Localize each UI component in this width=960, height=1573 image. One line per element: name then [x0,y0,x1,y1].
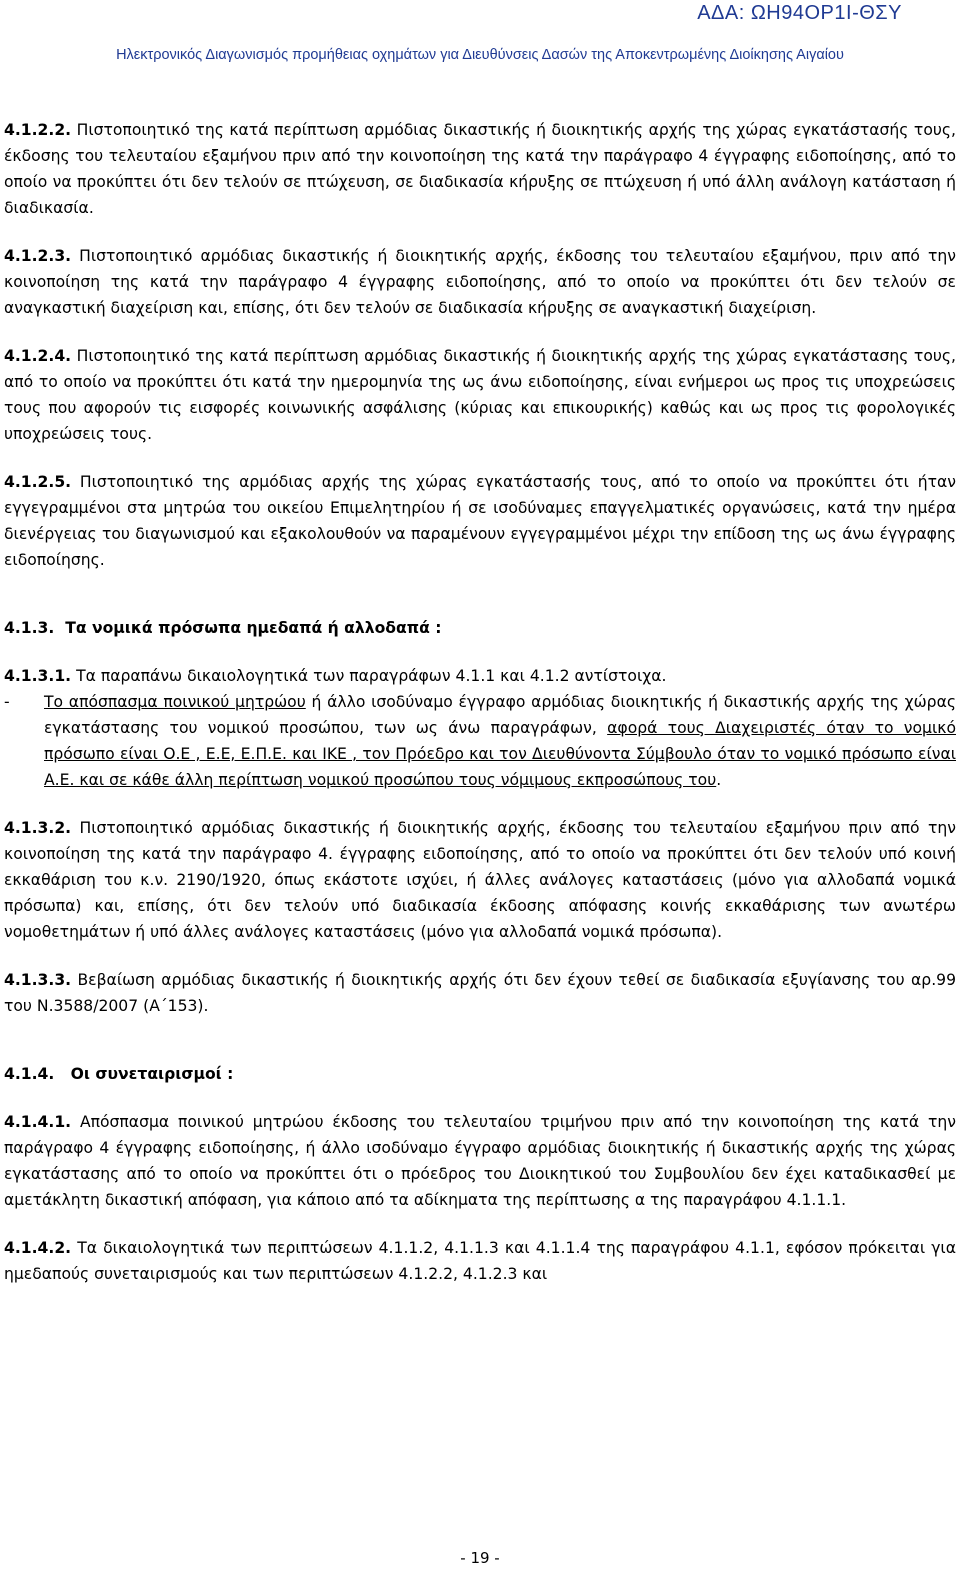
dash-item-text [44,689,956,793]
heading-4-1-4 [4,1061,956,1087]
paragraph-4-1-2-3 [4,243,956,321]
underlined-text: Το απόσπασμα ποινικού μητρώου [44,693,306,711]
heading-4-1-3 [4,615,956,641]
paragraph-text: Πιστοποιητικό αρμόδιας δικαστικής ή διοικητικής αρχής, έκδοσης του τελευταίου εξαμήνου πριν από την κοινοποίηση της κατά την παράγραφο 4. έγγραφης ειδοποίησης, από το οποίο να προκύπτει ότι δεν τελούν υπό κοινή εκκαθάριση του κ.ν. 2190/1920, όπως εκάστοτε ισχύει, ή άλλες ανάλογες καταστάσεις (μόνο για αλλοδαπά νομικά πρόσωπα) και, επίσης, ότι δεν τελούν υπό διαδικασία έκδοσης απόφασης κοινής εκκαθάρισης των ανωτέρω νομοθετημάτων ή υπό άλλες ανάλογες καταστάσεις (μόνο για αλλοδαπά νομικά πρόσωπα). [4,819,956,941]
paragraph-text: Πιστοποιητικό της κατά περίπτωση αρμόδιας δικαστικής ή διοικητικής αρχής της χώρας εγκατάστασής τους, έκδοσης του τελευταίου εξαμήνου πριν από την κοινοποίηση της κατά την παράγραφο 4 έγγραφης ειδοποίησης, από το οποίο να προκύπτει ότι δεν τελούν σε πτώχευση, σε διαδικασία κήρυξης σε πτώχευση ή υπό άλλη ανάλογη κατάσταση ή διαδικασία. [4,121,956,217]
document-body [4,117,956,1287]
page-number: - 19 - [460,1549,500,1567]
paragraph-number: 4.1.2.5. [4,473,72,491]
heading-title: Οι συνεταιρισμοί : [70,1065,234,1083]
paragraph-text: Τα δικαιολογητικά των περιπτώσεων 4.1.1.2, 4.1.1.3 και 4.1.1.4 της παραγράφου 4.1.1, εφόσον πρόκειται για ημεδαπούς συνεταιρισμούς και των περιπτώσεων 4.1.2.2, 4.1.2.3 και [4,1239,956,1283]
plain-text: ή άλλο ισοδύναμο έγγραφο αρμόδιας διοικητικής ή δικαστικής αρχής της χώρας εγκατάστασης του νομικού προσώπου, των ως άνω παραγράφων, [44,693,957,737]
paragraph-text: Πιστοποιητικό της αρμόδιας αρχής της χώρας εγκατάστασής τους, από το οποίο να προκύπτει ότι ήταν εγγεγραμμένοι στα μητρώα του οικείου Επιμελητηρίου ή σε ισοδύναμες επαγγελματικές οργανώσεις, κατά την ημέρα διενέργειας του διαγωνισμού και εξακολουθούν να παραμένουν εγγεγραμμένοι μέχρι την επίδοση της ως άνω έγγραφης ειδοποίησης. [4,473,956,569]
paragraph-text: Απόσπασμα ποινικού μητρώου έκδοσης του τελευταίου τριμήνου πριν από την κοινοποίηση της κατά την παράγραφο 4 έγγραφης ειδοποίησης, ή άλλο ισοδύναμο έγγραφο αρμόδιας διοικητικής ή δικαστικής αρχής της χώρας εγκατάστασης από το οποίο να προκύπτει ότι ο πρόεδρος του Διοικητικού του Συμβουλίου δεν έχει καταδικασθεί με αμετάκλητη δικαστική απόφαση, για κάποιο από τα αδίκηματα της περίπτωσης α της παραγράφου 4.1.1.1. [4,1113,956,1209]
paragraph-number: 4.1.3.1. [4,667,72,685]
heading-number: 4.1.3. [4,619,55,637]
paragraph-4-1-2-4 [4,343,956,447]
paragraph-4-1-4-2 [4,1235,956,1287]
paragraph-number: 4.1.4.1. [4,1113,72,1131]
paragraph-number: 4.1.2.4. [4,347,72,365]
paragraph-text: Πιστοποιητικό της κατά περίπτωση αρμόδιας δικαστικής ή διοικητικής αρχής της χώρας εγκατάστασης τους, από το οποίο να προκύπτει ότι κατά την ημερομηνία της ως άνω ειδοποίησης, είναι ενήμεροι ως προς τις υποχρεώσεις τους που αφορούν τις εισφορές κοινωνικής ασφάλισης (κύριας και επικουρικής) καθώς και ως προς τις φορολογικές υποχρεώσεις τους. [4,347,956,443]
paragraph-4-1-3-3 [4,967,956,1019]
paragraph-text: Πιστοποιητικό αρμόδιας δικαστικής ή διοικητικής αρχής, έκδοσης του τελευταίου εξαμήνου, πριν από την κοινοποίηση της κατά την παράγραφο 4 έγγραφης ειδοποίησης, από το οποίο να προκύπτει ότι δεν τελούν σε αναγκαστική διαχείριση και, επίσης, ότι δεν τελούν σε διαδικασία κήρυξης σε αναγκαστική διαχείριση. [4,247,956,317]
paragraph-4-1-3-2 [4,815,956,945]
paragraph-4-1-4-1 [4,1109,956,1213]
paragraph-4-1-2-2 [4,117,956,221]
paragraph-4-1-3-1 [4,663,956,689]
paragraph-number: 4.1.4.2. [4,1239,72,1257]
paragraph-number: 4.1.3.2. [4,819,72,837]
dash-list-item [4,689,956,793]
paragraph-text: Τα παραπάνω δικαιολογητικά των παραγράφων 4.1.1 και 4.1.2 αντίστοιχα. [71,667,667,685]
paragraph-number: 4.1.2.2. [4,121,72,139]
underlined-text: αφορά τους Διαχειριστές όταν το νομικό πρόσωπο είναι Ο.Ε , Ε.Ε, Ε.Π.Ε. και ΙΚΕ , τον Πρόεδρο και τον Διευθύνοντα Σύμβουλο όταν το νομικό πρόσωπο είναι Α.Ε. και σε κάθε άλλη περίπτωση νομικού προσώπου τους νόμιμους εκπροσώπους του [44,719,956,789]
heading-number: 4.1.4. [4,1065,55,1083]
paragraph-number: 4.1.3.3. [4,971,72,989]
plain-text: . [716,771,722,789]
paragraph-text: Βεβαίωση αρμόδιας δικαστικής ή διοικητικής αρχής ότι δεν έχουν τεθεί σε διαδικασία εξυγίανσης του αρ.99 του Ν.3588/2007 (Α΄153). [4,971,956,1015]
document-header: Ηλεκτρονικός Διαγωνισμός προμήθειας οχημάτων για Διευθύνσεις Δασών της Αποκεντρωμένης Διοίκησης Αιγαίου [116,47,844,63]
ada-code: ΑΔΑ: ΩΗ94ΟΡ1Ι-ΘΣΥ [697,2,902,24]
paragraph-number: 4.1.2.3. [4,247,72,265]
heading-title: Τα νομικά πρόσωπα ημεδαπά ή αλλοδαπά : [65,619,442,637]
dash-marker: - [4,693,10,711]
paragraph-4-1-2-5 [4,469,956,573]
